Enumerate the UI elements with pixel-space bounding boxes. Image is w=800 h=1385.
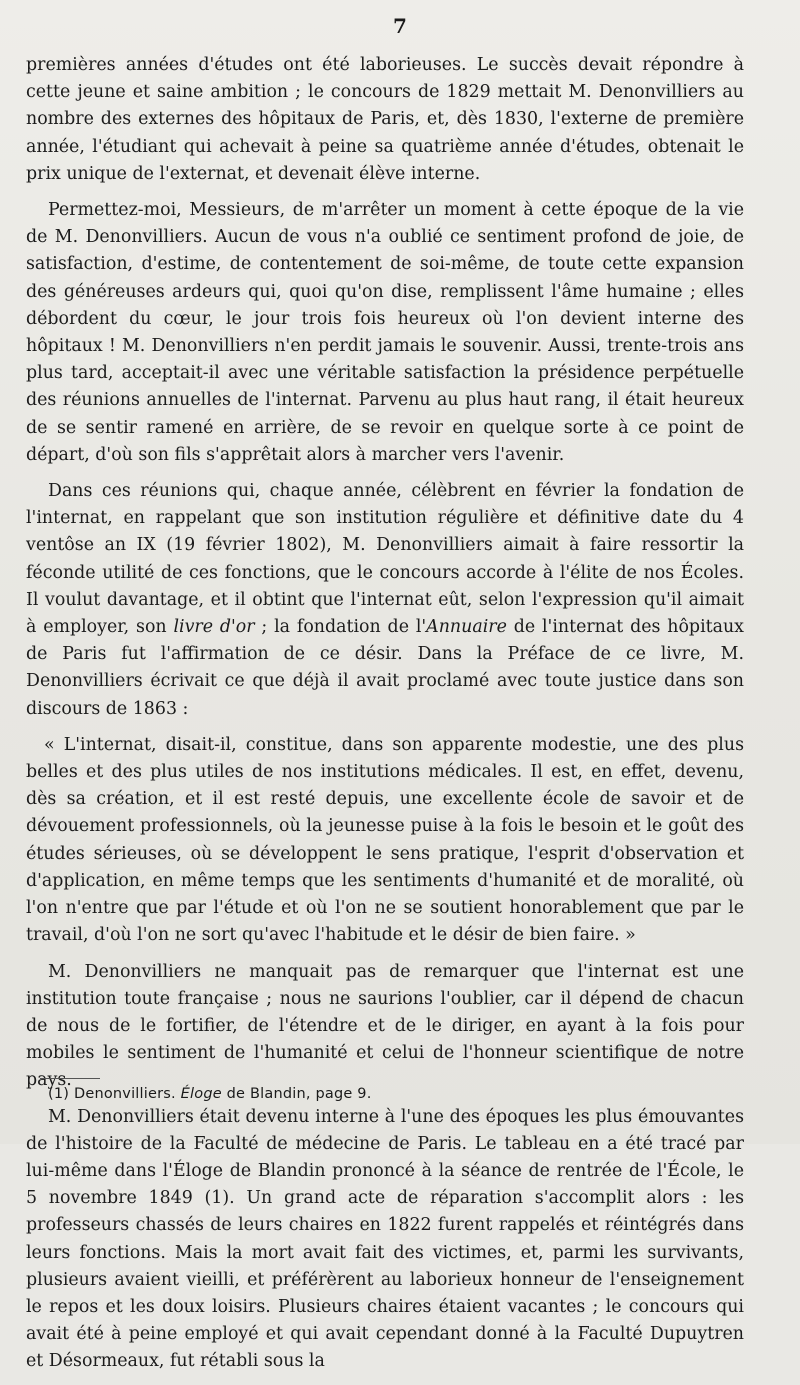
livre-dor-italic: livre d'or — [173, 617, 255, 638]
paragraph-3-text-c: de l'internat des hôpitaux de Paris fut l'affirmation de ce désir. Dans la Préface de ce livre, M. Denonvilliers écrivait ce que déjà il avait proclamé avec toute justice dans son discours de 1863 : — [26, 617, 744, 719]
footnote-title: Éloge — [180, 1086, 222, 1102]
page-number: 7 — [393, 14, 407, 38]
paragraph-5: M. Denonvilliers ne manquait pas de remarquer que l'internat est une institution toute française ; nous ne saurions l'oublier, car il dépend de chacun de nous de le fortifier, de l'étendre et de le diriger, en ayant à la fois pour mobiles le sentiment de l'humanité et celui de l'honneur scientifique de notre pays. — [26, 961, 744, 1091]
footnote-author: Denonvilliers. — [73, 1086, 176, 1102]
paragraph-6: M. Denonvilliers était devenu interne à l'une des époques les plus émouvantes de l'histoire de la Faculté de médecine de Paris. Le tableau en a été tracé par lui-même dans l'Éloge de Blandin prononcé à la séance de rentrée de l'École, le 5 novembre 1849 (1). Un grand acte de réparation s'accomplit alors : les professeurs chassés de leurs chaires en 1822 furent rappelés et réintégrés dans leurs fonctions. Mais la mort avait fait des victimes, et, parmi les survivants, plusieurs avaient vieilli, et préférèrent au laborieux honneur de l'enseignement le repos et les doux loisirs. Plusieurs chaires étaient vacantes ; le concours qui avait été à peine employé et qui avait cependant donné à la Faculté Dupuytren et Désormeaux, fut rétabli sous la — [26, 1106, 744, 1372]
footnote-divider — [40, 1078, 100, 1079]
annuaire-italic: Annuaire — [426, 617, 507, 638]
paragraph-3-text-b: ; la fondation de l' — [254, 617, 427, 638]
paragraph-1: premières années d'études ont été laborieuses. Le succès devait répondre à cette jeune et saine ambition ; le concours de 1829 mettait M. Denonvilliers au nombre des externes des hôpitaux de Paris, et, dès 1830, l'externe de première année, l'étudiant qui achevait à peine sa quatrième année d'études, obtenait le prix unique de l'externat, et devenait élève interne. — [26, 55, 744, 184]
footnote-marker: (1) — [48, 1086, 70, 1102]
paragraph-2: Permettez-moi, Messieurs, de m'arrêter un moment à cette époque de la vie de M. Denonvilliers. Aucun de vous n'a oublié ce sentiment profond de joie, de satisfaction, d'estime, de contentement de soi-même, de toute cette expansion des généreuses ardeurs qui, quoi qu'on dise, remplissent l'âme humaine ; elles débordent du cœur, le jour trois fois heureux où l'on devient interne des hôpitaux ! M. Denonvilliers n'en perdit jamais le souvenir. Aussi, trente-trois ans plus tard, acceptait-il avec une véritable satisfaction la présidence perpétuelle des réunions annuelles de l'internat. Parvenu au plus haut rang, il était heureux de se sentir ramené en arrière, de se revoir en quelque sorte à ce point de départ, d'où son fils s'apprêtait alors à marcher vers l'avenir. — [26, 200, 744, 465]
footnote — [48, 1084, 748, 1104]
footnote-rest: de Blandin, page 9. — [226, 1086, 372, 1102]
paragraph-3 — [26, 478, 744, 723]
body-text — [26, 52, 744, 1385]
paragraph-3-text-a: Dans ces réunions qui, chaque année, célèbrent en février la fondation de l'internat, en rappelant que son institution régulière et définitive date du 4 ventôse an IX (19 février 1802), M. Denonvilliers aimait à faire ressortir la féconde utilité de ces fonctions, que le concours accorde à l'élite de nos Écoles. Il voulut davantage, et il obtint que l'internat eût, selon l'expression qu'il aimait à employer, son — [26, 481, 744, 638]
quotation-paragraph: « L'internat, disait-il, constitue, dans son apparente modestie, une des plus belles et des plus utiles de nos institutions médicales. Il est, en effet, devenu, dès sa création, et il est resté depuis, une excellente école de savoir et de dévouement professionnels, où la jeunesse puise à la fois le besoin et le goût des études sérieuses, où se développent le sens pratique, l'esprit d'observation et d'application, en même temps que les sentiments d'humanité et de moralité, où l'on n'entre que par l'étude et où l'on ne se soutient honorablement que par le travail, d'où l'on ne sort qu'avec l'habitude et le désir de bien faire. » — [26, 734, 744, 946]
